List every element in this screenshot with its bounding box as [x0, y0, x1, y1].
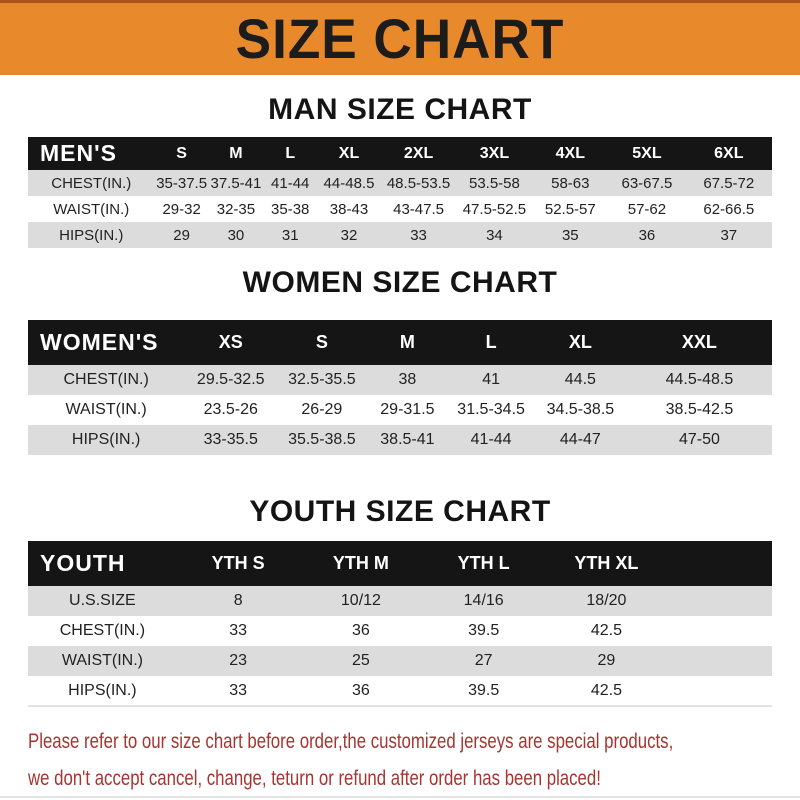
- size-column-header: YTH L: [457, 553, 510, 573]
- size-value-cell: 47-50: [678, 431, 720, 448]
- men-header-label: MEN'S: [40, 140, 117, 166]
- size-column-header: 3XL: [479, 144, 510, 162]
- row-label-cell: CHEST(IN.): [51, 174, 132, 192]
- size-value-cell: 42.5: [590, 622, 622, 639]
- size-column-header: M: [229, 144, 243, 162]
- row-label-cell: HIPS(IN.): [59, 226, 124, 244]
- size-value-cell: 23.5-26: [203, 401, 258, 418]
- size-value-cell: 8: [233, 592, 243, 609]
- size-value-cell: 44-48.5: [323, 174, 375, 192]
- men-row-2: [28, 222, 772, 248]
- filler-cell: [668, 586, 772, 616]
- size-value-cell: 34: [486, 226, 503, 244]
- notice-line-2: we don't accept cancel, change, teturn or refund after order has been placed!: [28, 767, 601, 790]
- youth-header-label: YOUTH: [40, 550, 126, 576]
- size-value-cell: 30: [227, 226, 245, 244]
- size-value-cell: 39.5: [468, 622, 500, 639]
- size-value-cell: 38-43: [329, 200, 369, 218]
- youth-header-row: [28, 541, 772, 586]
- size-value-cell: 38: [398, 371, 417, 388]
- youth-size-title: YOUTH SIZE CHART: [249, 495, 551, 528]
- size-value-cell: 10/12: [340, 592, 381, 609]
- women-size-title: WOMEN SIZE CHART: [242, 266, 558, 299]
- youth-size-table: [28, 541, 772, 707]
- women-row-2: [28, 425, 772, 455]
- size-value-cell: 35-38: [271, 200, 310, 218]
- size-value-cell: 32: [340, 226, 358, 244]
- size-value-cell: 53.5-58: [468, 174, 520, 192]
- size-value-cell: 43-47.5: [393, 200, 444, 218]
- women-header-label: WOMEN'S: [40, 329, 159, 355]
- youth-row-3: [28, 676, 772, 706]
- man-size-table: [28, 137, 772, 248]
- size-value-cell: 32-35: [216, 200, 256, 218]
- size-value-cell: 26-29: [301, 401, 343, 418]
- women-row-1: [28, 395, 772, 425]
- size-column-header: XL: [568, 332, 592, 352]
- size-column-header: YTH XL: [574, 553, 639, 573]
- size-value-cell: 37.5-41: [210, 174, 262, 192]
- men-row-1: [28, 196, 772, 222]
- size-value-cell: 25: [352, 652, 370, 669]
- size-value-cell: 37: [720, 226, 738, 244]
- size-value-cell: 42.5: [590, 681, 622, 699]
- size-value-cell: 18/20: [586, 592, 627, 609]
- size-value-cell: 36: [352, 622, 370, 639]
- size-column-header: 2XL: [403, 144, 434, 162]
- notice-line-1: Please refer to our size chart before order,the customized jerseys are special products,: [28, 730, 674, 753]
- youth-row-1: [28, 616, 772, 646]
- man-size-section: [0, 93, 800, 248]
- size-value-cell: 48.5-53.5: [386, 174, 451, 192]
- size-value-cell: 41-44: [470, 431, 512, 448]
- size-value-cell: 63-67.5: [621, 174, 673, 192]
- size-chart-banner: [0, 0, 800, 75]
- size-column-header: M: [399, 332, 415, 352]
- size-column-header: S: [315, 332, 328, 352]
- size-value-cell: 47.5-52.5: [462, 200, 527, 218]
- filler-cell: [668, 616, 772, 646]
- size-value-cell: 29-32: [162, 200, 201, 218]
- size-value-cell: 23: [229, 652, 248, 669]
- size-value-cell: 57-62: [627, 200, 667, 218]
- size-value-cell: 41-44: [271, 174, 310, 192]
- size-value-cell: 31.5-34.5: [457, 401, 525, 418]
- banner-title: SIZE CHART: [235, 7, 565, 70]
- youth-size-section: [0, 495, 800, 707]
- size-column-header: YTH M: [332, 553, 389, 573]
- size-value-cell: 29-31.5: [380, 401, 435, 418]
- size-column-header: L: [485, 332, 497, 352]
- filler-cell: [668, 646, 772, 676]
- size-value-cell: 33-35.5: [203, 431, 258, 448]
- size-value-cell: 38.5-42.5: [665, 401, 734, 418]
- size-value-cell: 38.5-41: [380, 431, 435, 448]
- order-notice: [28, 727, 800, 794]
- size-value-cell: 33: [229, 622, 248, 639]
- size-column-header: 6XL: [714, 144, 744, 162]
- women-size-table: [28, 320, 772, 455]
- size-value-cell: 32.5-35.5: [288, 371, 356, 388]
- youth-row-2: [28, 646, 772, 676]
- size-value-cell: 27: [474, 652, 493, 669]
- row-label-cell: WAIST(IN.): [53, 200, 130, 218]
- size-value-cell: 39.5: [468, 681, 500, 699]
- size-value-cell: 36: [352, 681, 370, 699]
- size-value-cell: 52.5-57: [544, 200, 596, 218]
- size-value-cell: 33: [410, 226, 427, 244]
- women-row-0: [28, 365, 772, 395]
- row-label-cell: U.S.SIZE: [69, 592, 136, 609]
- size-value-cell: 34.5-38.5: [546, 401, 615, 418]
- row-label-cell: HIPS(IN.): [68, 681, 137, 699]
- size-value-cell: 62-66.5: [703, 200, 755, 218]
- size-value-cell: 29: [597, 652, 616, 669]
- size-column-header: XL: [338, 144, 360, 162]
- size-column-header: S: [176, 144, 187, 162]
- size-value-cell: 33: [229, 681, 248, 699]
- size-value-cell: 44.5: [564, 371, 596, 388]
- row-label-cell: CHEST(IN.): [59, 622, 146, 639]
- women-header-row: [28, 320, 772, 365]
- youth-row-0: [28, 586, 772, 616]
- size-value-cell: 41: [482, 371, 500, 388]
- row-label-cell: CHEST(IN.): [63, 371, 149, 388]
- size-value-cell: 67.5-72: [703, 174, 755, 192]
- filler-cell: [668, 541, 772, 586]
- size-value-cell: 31: [281, 226, 299, 244]
- size-value-cell: 14/16: [463, 592, 504, 609]
- size-value-cell: 35-37.5: [156, 174, 208, 192]
- filler-cell: [668, 676, 772, 706]
- size-column-header: 5XL: [632, 144, 662, 162]
- size-value-cell: 58-63: [551, 174, 590, 192]
- women-size-section: [0, 266, 800, 455]
- size-value-cell: 44.5-48.5: [665, 371, 734, 388]
- men-row-0: [28, 170, 772, 196]
- size-value-cell: 35: [561, 226, 579, 244]
- size-column-header: XS: [218, 332, 243, 352]
- men-header-row: [28, 137, 772, 170]
- size-column-header: 4XL: [555, 144, 585, 162]
- row-label-cell: HIPS(IN.): [71, 431, 141, 448]
- man-size-title: MAN SIZE CHART: [268, 93, 532, 126]
- size-value-cell: 36: [638, 226, 656, 244]
- size-value-cell: 29: [173, 226, 190, 244]
- size-value-cell: 44-47: [559, 431, 601, 448]
- size-column-header: XXL: [681, 332, 717, 352]
- row-label-cell: WAIST(IN.): [65, 401, 147, 418]
- size-value-cell: 35.5-38.5: [288, 431, 356, 448]
- size-column-header: L: [285, 144, 296, 162]
- row-label-cell: WAIST(IN.): [61, 652, 143, 669]
- size-value-cell: 29.5-32.5: [196, 371, 265, 388]
- size-column-header: YTH S: [211, 553, 265, 573]
